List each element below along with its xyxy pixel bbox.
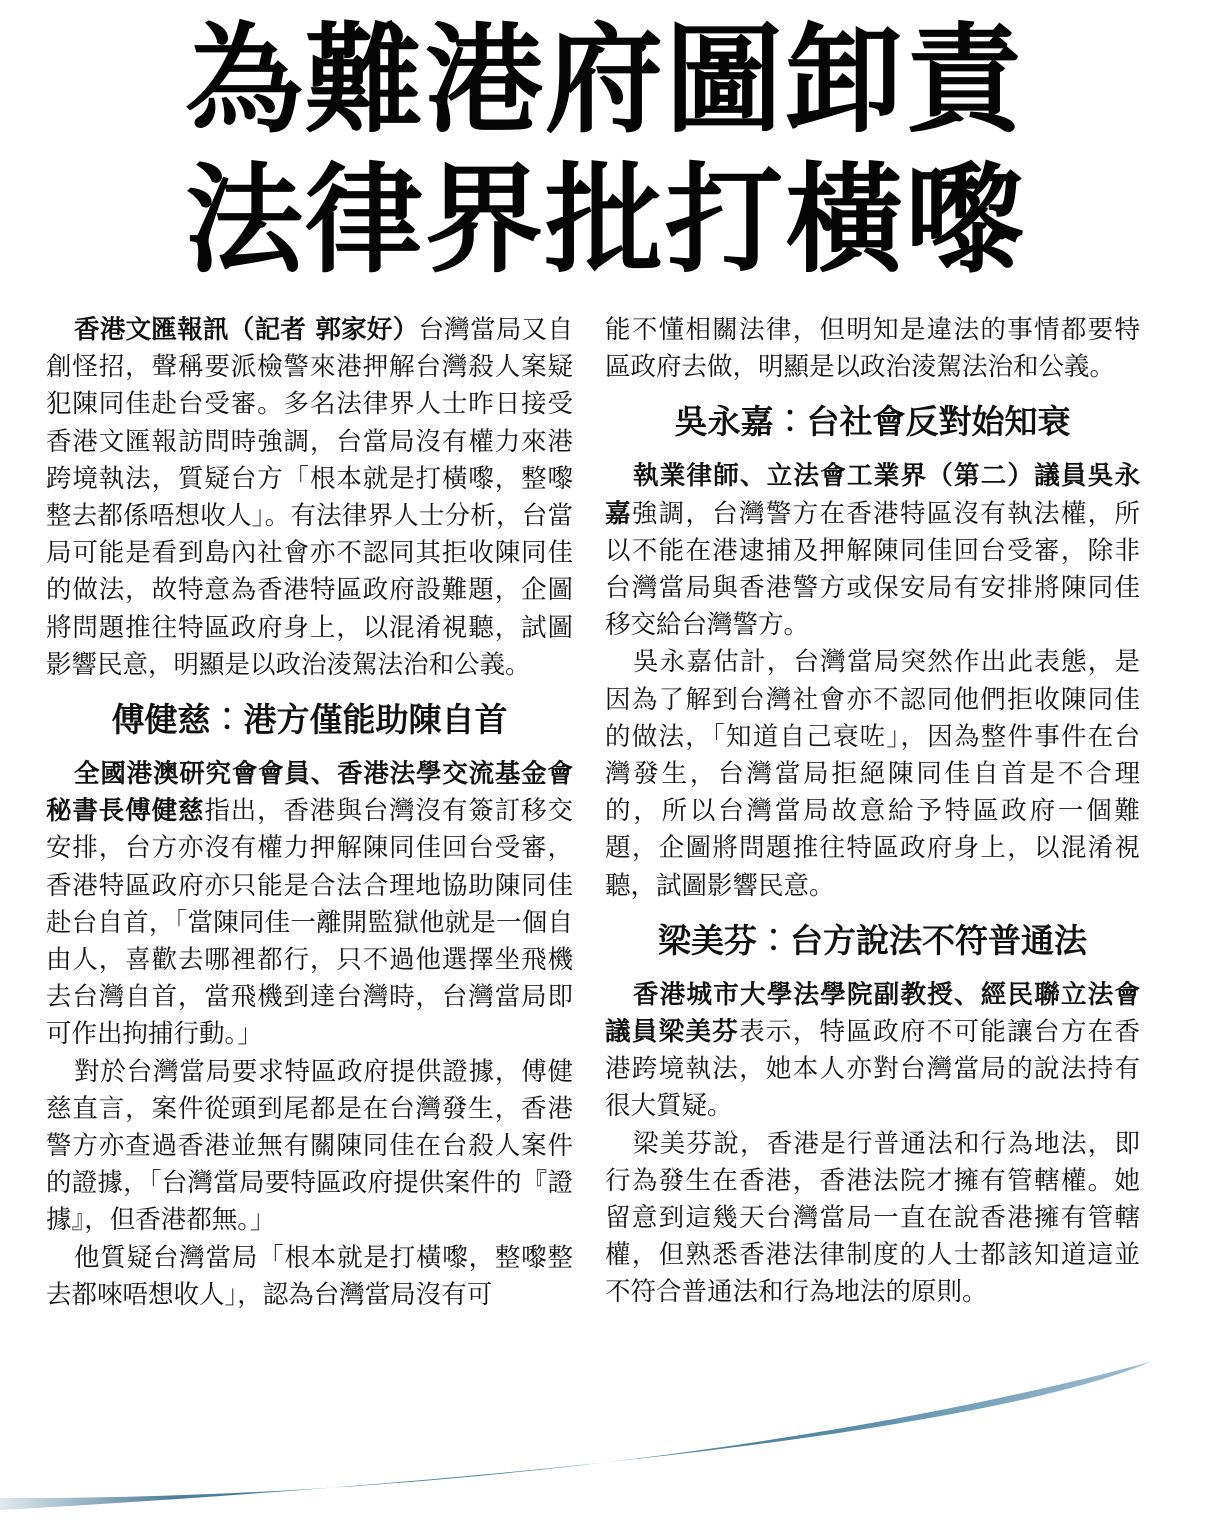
subheading: 傅健慈︰港方僅能助陳自首	[111, 700, 508, 740]
article-column-right	[605, 312, 1140, 1312]
paragraph-text: 指出，香港與台灣沒有簽訂移交安排，台方亦沒有權力押解陳同佳回台受審，香港特區政府亦只能是合法合理地協助陳同佳赴台自首，「當陳同佳一離開監獄他就是一個自由人，喜歡去哪裡都行，只不過他選擇坐飛機去台灣自首，當飛機到達台灣時，台灣當局即可作出拘捕行動。」	[46, 796, 573, 1050]
article-paragraph	[46, 312, 573, 684]
article-paragraph: 對於台灣當局要求特區政府提供證據，傅健慈直言，案件從頭到尾都是在台灣發生，香港警方亦查過香港並無有關陳同佳在台殺人案件的證據，「台灣當局要特區政府提供案件的『證據』，但香港都無。」	[46, 1056, 573, 1236]
article-paragraph: 梁美芬說，香港是行普通法和行為地法，即行為發生在香港，香港法院才擁有管轄權。她留意到這幾天台灣當局一直在說香港擁有管轄權，但熟悉香港法律制度的人士都該知道這並不符合普通法和行為地法的原則。	[605, 1128, 1140, 1308]
speaker-title: 香港城市大學法學院副教授、經民聯立法會議員梁美芬	[605, 979, 1140, 1048]
article-paragraph	[605, 977, 1140, 1126]
article-paragraph	[605, 458, 1140, 644]
article-paragraph: 吳永嘉估計，台灣當局突然作出此表態，是因為了解到台灣社會亦不認同他們拒收陳同佳的做法，「知道自己衰咗」，因為整件事件在台灣發生，台灣當局拒絕陳同佳自首是不合理的，所以台灣當局故意給予特區政府一個難題，企圖將問題推往特區政府身上，以混淆視聽，試圖影響民意。	[605, 647, 1140, 901]
paragraph-text: 台灣當局又自創怪招，聲稱要派檢警來港押解台灣殺人案疑犯陳同佳赴台受審。多名法律界人士昨日接受香港文匯報訪問時強調，台當局沒有權力來港跨境執法，質疑台方「根本就是打橫嚟，整嚟整去都係唔想收人」。有法律界人士分析，台當局可能是看到島內社會亦不認同其拒收陳同佳的做法，故特意為香港特區政府設難題，企圖將問題推往特區政府身上，以混淆視聽，試圖影響民意，明顯是以政治淩駕法治和公義。	[46, 315, 573, 680]
headline-line-2: 法律界批打橫嚟	[184, 150, 1025, 289]
speaker-title: 執業律師、立法會工業界（第二）議員吳永嘉	[605, 461, 1140, 529]
article-paragraph-continued: 能不懂相關法律，但明知是違法的事情都要特區政府去做，明顯是以政治淩駕法治和公義。	[605, 315, 1140, 383]
paragraph-text: 強調，台灣警方在香港特區沒有執法權，所以不能在港逮捕及押解陳同佳回台受審，除非台灣當局與香港警方或保安局有安排將陳同佳移交給台灣警方。	[605, 498, 1140, 641]
subheading: 梁美芬︰台方說法不符普通法	[658, 920, 1087, 960]
subheading: 吳永嘉︰台社會反對始知衰	[674, 402, 1071, 442]
headline-line-1: 為難港府圖卸責	[184, 10, 1025, 149]
dateline-byline: 香港文匯報訊（記者 郭家好）	[74, 315, 419, 345]
speaker-title: 全國港澳研究會會員、香港法學交流基金會秘書長傅健慈	[46, 759, 573, 827]
article-paragraph: 他質疑台灣當局「根本就是打橫嚟，整嚟整去都唻唔想收人」，認為台灣當局沒有可	[46, 1242, 573, 1310]
swoosh-stroke	[0, 1362, 1150, 1510]
paragraph-text: 表示，特區政府不可能讓台方在香港跨境執法，她本人亦對台灣當局的說法持有很大質疑。	[605, 1017, 1140, 1122]
article-column-left	[46, 312, 573, 1314]
decorative-swoosh	[0, 1340, 1210, 1517]
article-paragraph	[46, 756, 573, 1054]
